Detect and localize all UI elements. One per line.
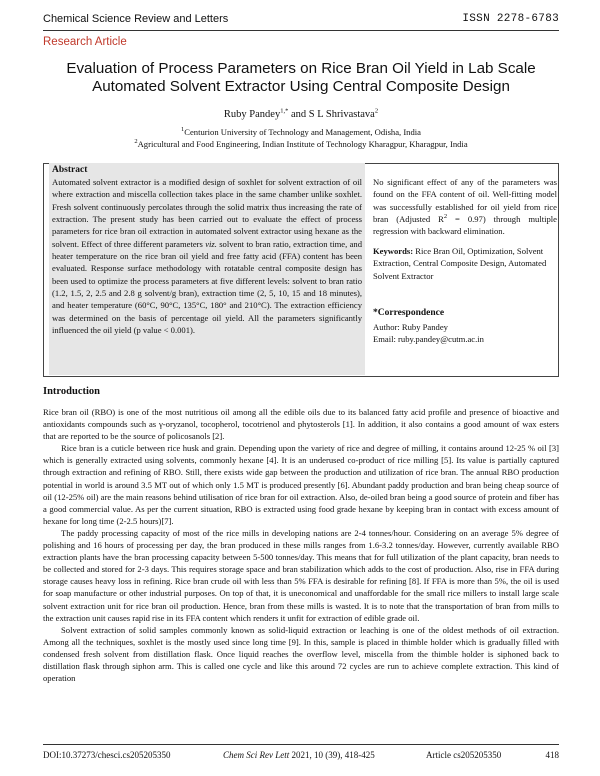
affiliation-2: $^2$Agricultural and Food Engineering, Indian Institute of Technology Kharagpur, Kharagpur, India <box>134 138 468 149</box>
author-1: Ruby Pandey <box>223 109 281 120</box>
author-1-sup: 1, <box>280 107 286 115</box>
intro-paragraph-2: Rice bran is a cuticle between rice husk and grain. Depending upon the variety of rice and degree of milling, it contains around 12-25 % oil [3] which is generally extracted using solvents, commonly hexane [4]. It is an underused co-product of rice milling [5]. Its value is partially captured through extraction and refining of RBO. Still, there exists wide gap between the production and utilization of rice bran. The annual RBO production potential in world is around 3.5 MT out of which only 1.5 MT is produced presently [6]. Abundant paddy production and bran being cheap source of oil (12-25% oil) are the main reasons behind utilisation of rice bran for oil extraction. Also, de-oiled bran being a good source of protein and fiber has a good commercial value. As per the current situation, RBO is extracted using food grade hexane by keeping bran in contact with excess amount of hexane for long time (2-2.5 hours)[7]. <box>43 443 559 526</box>
introduction-heading: Introduction <box>43 386 100 397</box>
footer-article-id: Article cs205205350 <box>426 750 502 760</box>
author-2: and S L Shrivastava <box>288 109 375 120</box>
intro-paragraph-4: Solvent extraction of solid samples commonly known as solid-liquid extraction or leaching is one of the oldest methods of oil extraction. Among all the techniques, soxhlet is the mostly used since long time [9]. In this, sample is placed in thimble holder which is gradually filled with condensed fresh solvent from distillation flask. Once liquid reaches the overflow level, miscella from the thimble holder is siphoned back to distillation flask through siphon arm. This is called one cycle and like this around 72 cycles are run to achieve complete extraction. This kind of operation <box>43 624 559 684</box>
intro-paragraph-3: The paddy processing capacity of most of the rice mills in developing nations are 2-4 tonnes/hour. Considering on an average 5% degree of polishing and 16 hours of processing per day, the bran produced in these mills ranges from 1.6-3.2 tonnes/day. However, currently available RBO extraction plants have the bran processing capacity between 5-500 tonnes/day. This means that for full utilization of the plant capacity, bran needs to be collected and stored for 2-3 days. This requires storage space and bran stabilization which adds to the cost of production. Also, rise in FFA during storage causes heavy loss in refining. Rice bran crude oil with less than 5% FFA is desirable for refining [8]. If FFA is more than 5%, the oil is used for soap manufacture or other industrial purposes. On top of that, it is uneconomical and unaffordable for the small rice millers to install large scale solvent extraction unit for rice bran oil production. Hence, bran from these mills is wasted. It is to note that the transportation of bran from mills to the extraction unit causes rapid rise in its FFA content which renders it unfit for extraction of edible grade oil. <box>43 527 559 623</box>
abstract-continuation: No significant effect of any of the parameters was found on the FFA content of oil. Well-fitting model was successfully established for oil yield from rice bran (Adjusted $R^2 = 0.97$) through multiple regression with backward elimination. <box>373 177 557 237</box>
correspondence-author: Author: Ruby Pandey <box>373 322 448 332</box>
page-number: 418 <box>545 750 559 760</box>
keywords-text: Rice Bran Oil, Optimization, Solvent Extraction, Central Composite Design, Automated Solvent Extractor <box>373 246 547 281</box>
correspondence-email[interactable]: Email: ruby.pandey@cutm.ac.in <box>373 334 484 344</box>
author-2-sup: 2 <box>374 107 379 115</box>
keywords-label: Keywords: <box>373 246 414 256</box>
issn: ISSN 2278-6783 <box>462 13 559 25</box>
journal-name: Chemical Science Review and Letters <box>43 13 229 25</box>
keywords <box>373 245 557 282</box>
footer-rule <box>43 744 559 745</box>
affiliation-1: $^1$Centurion University of Technology and Management, Odisha, India <box>181 126 421 137</box>
intro-paragraph-1: Rice bran oil (RBO) is one of the most nutritious oil among all the edible oils due to its balanced fatty acid profile and presence of bioactive and antioxidants compounds such as γ-oryzanol, tocopherol, tocotrienol and phytosterols [1]. In addition, it also contains a good amount of wax esters that are reported to be the source of policosanols [2]. <box>43 407 559 442</box>
authors <box>43 109 559 120</box>
correspondence-heading: *Correspondence <box>373 308 445 318</box>
footer-citation: Chem Sci Rev Lett 2021, 10 (39), 418-425 <box>223 750 375 760</box>
abstract-text: Automated solvent extractor is a modified design of soxhlet for solvent extraction of oil where extraction and miscella collection takes place in the same chamber unlike soxhlet. Fresh solvent continuously percolates through the solid matrix thus increasing the rate of extraction. The present study has been carried out to evaluate the effect of process parameters for rice bran oil extraction in automated solvent extractor using hexane as the solvent. Effect of three different parameters viz. solvent to bran ratio, extraction time, and heater temperature on the rice bran oil yield and free fatty acid (FFA) content has been evaluated. Response surface methodology with rotatable central composite design has been used to optimize the process parameters at five different levels: solvent to bran ratio (1.2, 1.5, 2, 2.5 and 2.8 g solvent/g bran), extraction time (2, 5, 10, 15 and 18 minutes), and heater temperature (60°C, 90°C, 135°C, 180° and 210°C). The extraction efficiency was determined on the basis of percentage oil yield. All the parameters significantly influenced the oil yield (p value < 0.001). <box>52 177 362 336</box>
introduction-body <box>43 406 559 684</box>
paper-title: Evaluation of Process Parameters on Rice Bran Oil Yield in Lab Scale Automated Solvent Extractor Using Central Composite Design <box>66 60 536 95</box>
corresponding-star: * <box>285 107 289 115</box>
header-rule <box>43 30 559 31</box>
article-type: Research Article <box>43 36 127 48</box>
footer-doi[interactable]: DOI:10.37273/chesci.cs205205350 <box>43 750 171 760</box>
abstract-heading: Abstract <box>52 165 88 175</box>
